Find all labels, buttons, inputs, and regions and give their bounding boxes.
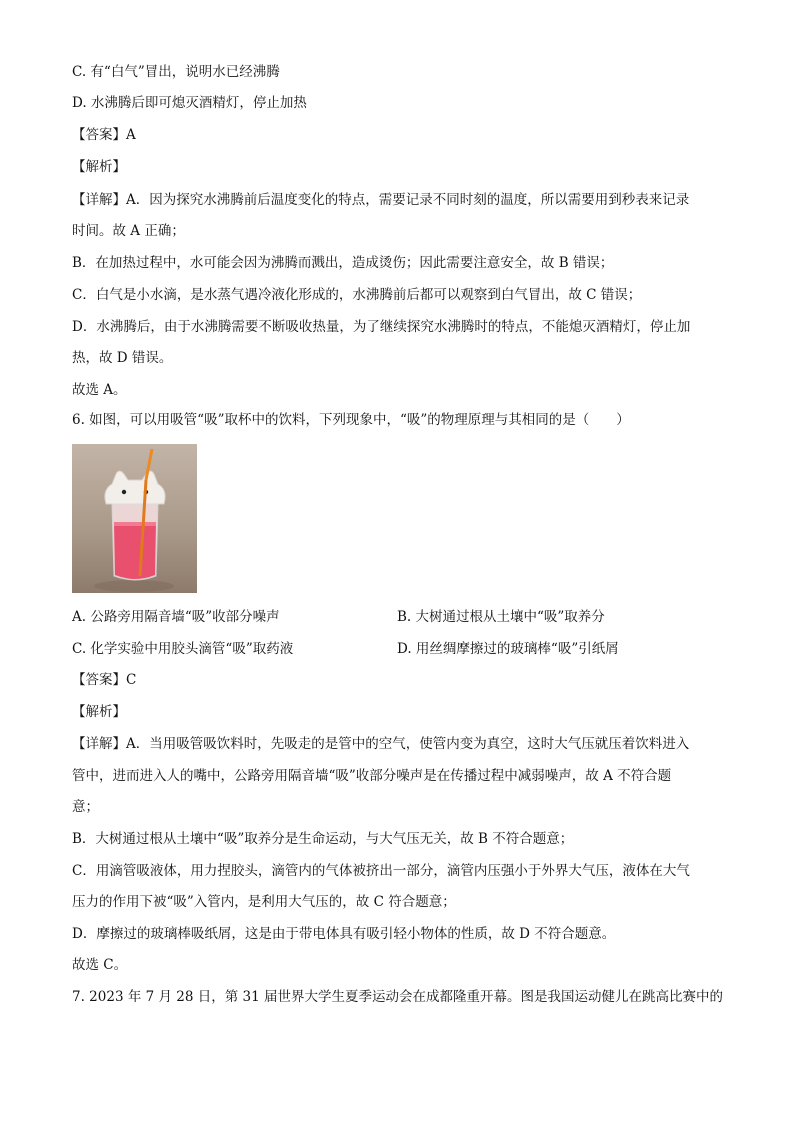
option-d: D. 用丝绸摩擦过的玻璃棒“吸”引纸屑 [397, 641, 619, 657]
detail-5-a-line2: 时间。故 A 正确； [72, 223, 185, 239]
conclusion-6: 故选 C。 [72, 957, 128, 973]
detail-6-d: D．摩擦过的玻璃棒吸纸屑，这是由于带电体具有吸引轻小物体的性质，故 D 不符合题意。 [72, 926, 616, 942]
detail-6-a-line1: 【详解】A．当用吸管吸饮料时，先吸走的是管中的空气，使管内变为真空，这时大气压就压着饮料进入 [72, 736, 690, 752]
option-c-prev: C. 有“白气”冒出，说明水已经沸腾 [72, 64, 280, 80]
option-a: A. 公路旁用隔音墙“吸”收部分噪声 [72, 609, 280, 625]
detail-5-d-line1: D．水沸腾后，由于水沸腾需要不断吸收热量，为了继续探究水沸腾时的特点，不能熄灭酒精灯，停止加 [72, 319, 691, 335]
detail-5-a-line1: 【详解】A．因为探究水沸腾前后温度变化的特点，需要记录不同时刻的温度，所以需要用到秒表来记录 [72, 192, 690, 208]
option-d-prev: D. 水沸腾后即可熄灭酒精灯，停止加热 [72, 95, 307, 111]
analysis-label-6: 【解析】 [72, 704, 126, 720]
detail-5-b: B．在加热过程中，水可能会因为沸腾而溅出，造成烫伤；因此需要注意安全，故 B 错误； [72, 255, 614, 271]
straw-cup-photo [72, 444, 197, 593]
detail-6-a-line3: 意； [72, 799, 99, 815]
detail-5-c: C．白气是小水滴，是水蒸气遇冷液化形成的，水沸腾前后都可以观察到白气冒出，故 C 错误； [72, 287, 642, 303]
answer-label-6: 【答案】C [72, 672, 137, 688]
detail-5-d-line2: 热，故 D 错误。 [72, 350, 173, 366]
analysis-label-5: 【解析】 [72, 159, 126, 175]
question-7: 7. 2023 年 7 月 28 日，第 31 届世界大学生夏季运动会在成都隆重开幕。图是我国运动健儿在跳高比赛中的 [72, 989, 724, 1005]
detail-6-c-line1: C．用滴管吸液体，用力捏胶头，滴管内的气体被挤出一部分，滴管内压强小于外界大气压，液体在大气 [72, 863, 690, 879]
detail-6-c-line2: 压力的作用下被“吸”入管内，是利用大气压的，故 C 符合题意； [72, 894, 456, 910]
conclusion-5: 故选 A。 [72, 382, 127, 398]
option-b: B. 大树通过根从土壤中“吸”取养分 [397, 609, 605, 625]
question-6: 6. 如图，可以用吸管“吸”取杯中的饮料，下列现象中，“吸”的物理原理与其相同的是（ ） [72, 412, 630, 428]
answer-label-5: 【答案】A [72, 127, 136, 143]
detail-6-b: B．大树通过根从土壤中“吸”取养分是生命运动，与大气压无关，故 B 不符合题意； [72, 831, 574, 847]
option-c: C. 化学实验中用胶头滴管“吸”取药液 [72, 641, 294, 657]
detail-6-a-line2: 管中，进而进入人的嘴中，公路旁用隔音墙“吸”收部分噪声是在传播过程中减弱噪声，故 A 不符合题 [72, 768, 672, 784]
straw-cup-illustration [72, 444, 197, 593]
